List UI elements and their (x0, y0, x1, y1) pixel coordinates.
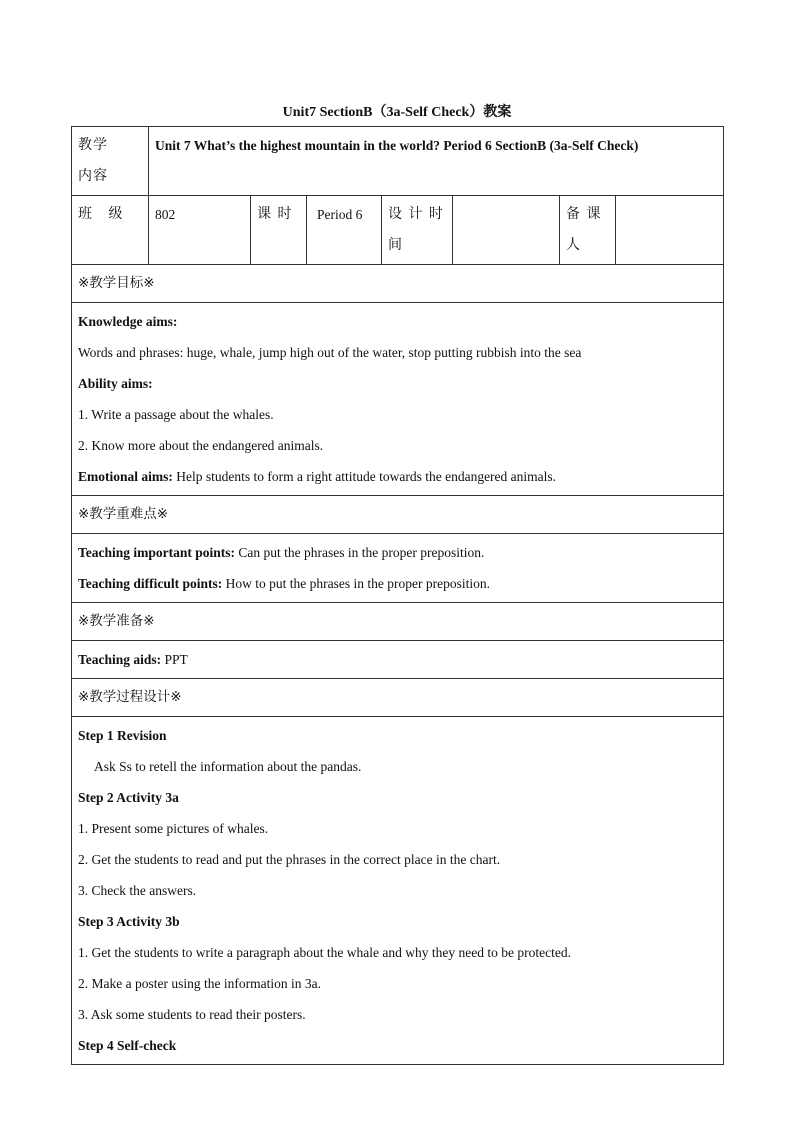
preparation-heading-row (72, 603, 724, 641)
step2-item: 2. Get the students to read and put the phrases in the correct place in the chart. (78, 852, 501, 867)
emotional-text: Help students to form a right attitude towards the endangered animals. (176, 469, 557, 484)
knowledge-label: Knowledge aims: (78, 314, 178, 329)
design-time-value (453, 196, 560, 265)
key-points-heading-row (72, 496, 724, 534)
preparation-heading: ※教学准备※ (72, 603, 724, 641)
preparer-label: 备 课 人 (560, 196, 616, 265)
important-text: Can put the phrases in the proper preposition. (238, 545, 485, 560)
difficult-label: Teaching difficult points: (78, 576, 223, 591)
content-label: 教学 内容 (72, 127, 149, 196)
process-content (72, 717, 724, 1065)
step1-title: Step 1 Revision (78, 728, 167, 743)
process-row (72, 717, 724, 1065)
period-label: 课 时 (251, 196, 307, 265)
info-row (72, 196, 724, 265)
design-time-label: 设 计 时 间 (382, 196, 453, 265)
step3-item: 3. Ask some students to read their posters. (78, 1007, 306, 1022)
key-points-row (72, 534, 724, 603)
important-points (78, 537, 717, 568)
aids-text: PPT (164, 652, 188, 667)
content-row (72, 127, 724, 196)
important-label: Teaching important points: (78, 545, 236, 560)
emotional-aims (78, 461, 717, 492)
preparation-content (72, 641, 724, 679)
ability-item: 2. Know more about the endangered animals. (78, 438, 324, 453)
preparer-value (616, 196, 724, 265)
difficult-text: How to put the phrases in the proper preposition. (225, 576, 490, 591)
key-points-heading: ※教学重难点※ (72, 496, 724, 534)
step4-title: Step 4 Self-check (78, 1038, 177, 1053)
emotional-label: Emotional aims: (78, 469, 173, 484)
step3-item: 1. Get the students to write a paragraph about the whale and why they need to be protected. (78, 945, 571, 960)
process-heading: ※教学过程设计※ (72, 679, 724, 717)
aids-label: Teaching aids: (78, 652, 162, 667)
knowledge-text: Words and phrases: huge, whale, jump high out of the water, stop putting rubbish into the sea (78, 345, 582, 360)
objectives-content (72, 303, 724, 496)
difficult-points (78, 568, 717, 599)
step2-item: 3. Check the answers. (78, 883, 197, 898)
objectives-heading-row (72, 265, 724, 303)
step3-title: Step 3 Activity 3b (78, 914, 180, 929)
step2-item: 1. Present some pictures of whales. (78, 821, 269, 836)
key-points-content (72, 534, 724, 603)
document-title: Unit7 SectionB（3a-Self Check）教案 (282, 105, 512, 120)
preparation-row (72, 641, 724, 679)
step3-item: 2. Make a poster using the information in 3a. (78, 976, 321, 991)
lesson-plan-table (71, 126, 724, 1065)
content-value: Unit 7 What’s the highest mountain in the world? Period 6 SectionB (3a-Self Check) (149, 127, 724, 196)
step2-title: Step 2 Activity 3a (78, 790, 179, 805)
ability-item: 1. Write a passage about the whales. (78, 407, 274, 422)
period-value: Period 6 (307, 196, 382, 265)
class-label: 班 级 (72, 196, 149, 265)
class-value: 802 (149, 196, 251, 265)
objectives-heading: ※教学目标※ (72, 265, 724, 303)
process-heading-row (72, 679, 724, 717)
objectives-row (72, 303, 724, 496)
step1-text: Ask Ss to retell the information about the pandas. (94, 759, 362, 774)
ability-label: Ability aims: (78, 376, 153, 391)
